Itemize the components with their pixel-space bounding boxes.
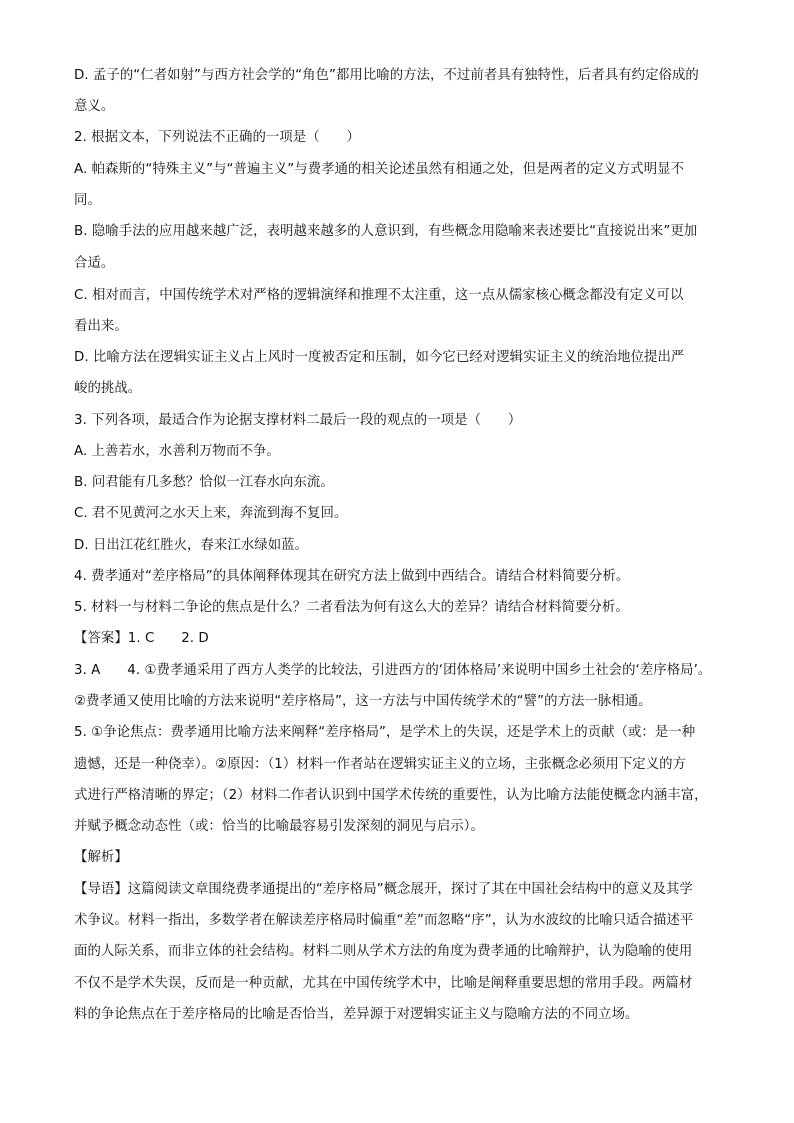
q2-option-a-line-2: 同。 [74,193,101,208]
q3-option-b: B. 问君能有几多愁？恰似一江春水向东流。 [74,475,334,490]
q2-option-c-line-2: 看出来。 [74,319,128,334]
intro-line-2: 术争议。材料一指出，多数学者在解读差序格局时偏重“差”而忽略“序”，认为水波纹的比喻只适合描述平 [74,913,694,928]
option-d-line-1: D. 孟子的“仁者如射”与西方社会学的“角色”都用比喻的方法，不过前者具有独特性，后者具有约定俗成的 [74,68,699,83]
analysis-header: 【解析】 [74,850,128,865]
intro-line-5: 料的争论焦点在于差序格局的比喻是否恰当，差异源于对逻辑实证主义与隐喻方法的不同立场。 [74,1007,639,1022]
question-3-stem: 3. 下列各项，最适合作为论据支撑材料二最后一段的观点的一项是（ ） [74,413,522,428]
answer-5-line-4: 并赋予概念动态性（或：恰当的比喻最容易引发深刻的洞见与启示）。 [74,819,484,834]
answer-3-4-line-1: 3. A 4. ①费孝通采用了西方人类学的比较法，引进西方的‘团体格局’来说明中国乡土社会的‘差序格局’。 [74,663,712,678]
question-4: 4. 费孝通对“差序格局”的具体阐释体现其在研究方法上做到中西结合。请结合材料简要分析。 [74,569,630,584]
answer-5-line-1: 5. ①争论焦点：费孝通用比喻方法来阐释“差序格局”，是学术上的失误，还是学术上的贡献（或：是一种 [74,725,696,740]
question-5: 5. 材料一与材料二争论的焦点是什么？二者看法为何有这么大的差异？请结合材料简要分析。 [74,600,629,615]
q3-option-c: C. 君不见黄河之水天上来，奔流到海不复回。 [74,506,348,521]
answer-4-line-2: ②费孝通又使用比喻的方法来说明“差序格局”，这一方法与中国传统学术的“譬”的方法一脉相通。 [74,694,652,709]
q2-option-c-line-1: C. 相对而言，中国传统学术对严格的逻辑演绎和推理不太注重，这一点从儒家核心概念都没有定义可以 [74,288,684,303]
answer-5-line-3: 式进行严格清晰的界定；（2）材料二作者认识到中国学术传统的重要性，认为比喻方法能使概念内涵丰富， [74,788,708,803]
intro-line-4: 不仅不是学术失误，反而是一种贡献，尤其在中国传统学术中，比喻是阐释重要思想的常用手段。两篇材 [74,976,693,991]
answer-5-line-2: 遗憾，还是一种侥幸）。②原因：（1）材料一作者站在逻辑实证主义的立场，主张概念必须用下定义的方 [74,757,687,772]
answer-header: 【答案】1. C 2. D [74,631,209,646]
q2-option-d-line-1: D. 比喻方法在逻辑实证主义占上风时一度被否定和压制，如今它已经对逻辑实证主义的统治地位提出严 [74,350,685,365]
question-2-stem: 2. 根据文本，下列说法不正确的一项是（ ） [74,130,360,145]
q2-option-d-line-2: 峻的挑战。 [74,381,142,396]
q3-option-d: D. 日出江花红胜火，春来江水绿如蓝。 [74,538,309,553]
q2-option-b-line-1: B. 隐喻手法的应用越来越广泛，表明越来越多的人意识到，有些概念用隐喻来表述要比“直接说出来”更加 [74,224,698,239]
q2-option-a-line-1: A. 帕森斯的“特殊主义”与“普遍主义”与费孝通的相关论述虽然有相通之处，但是两者的定义方式明显不 [74,162,685,177]
intro-line-1: 【导语】这篇阅读文章围绕费孝通提出的“差序格局”概念展开，探讨了其在中国社会结构中的意义及其学 [74,882,693,897]
q2-option-b-line-2: 合适。 [74,256,115,271]
q3-option-a: A. 上善若水，水善利万物而不争。 [74,444,280,459]
option-d-line-2: 意义。 [74,99,115,114]
intro-line-3: 面的人际关系，而非立体的社会结构。材料二则从学术方法的角度为费孝通的比喻辩护，认为隐喻的使用 [74,944,693,959]
